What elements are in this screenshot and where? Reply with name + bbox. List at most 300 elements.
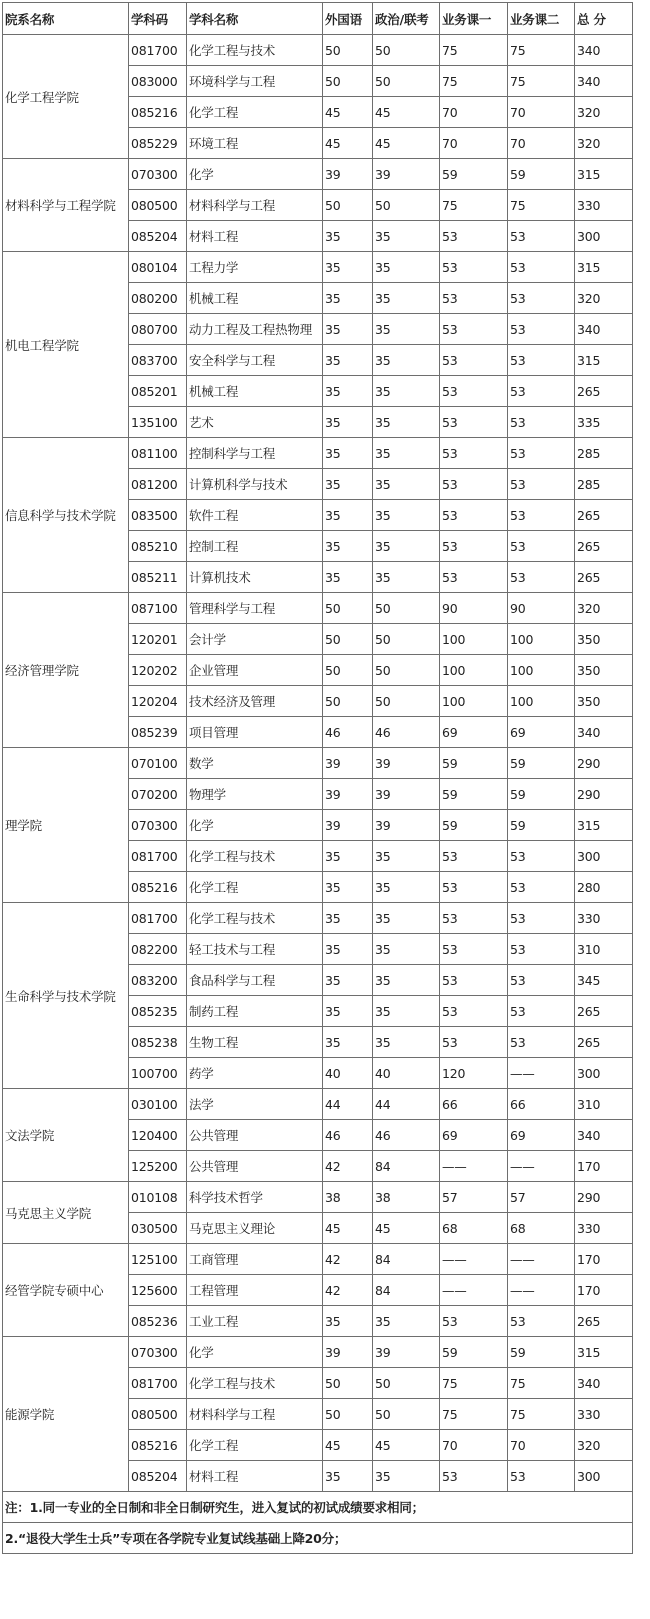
subject-name-cell: 机械工程 — [187, 283, 323, 314]
total-score-cell: 340 — [575, 66, 633, 97]
course-two-cell: 53 — [508, 872, 575, 903]
dept-name-cell: 机电工程学院 — [3, 252, 129, 438]
course-two-cell: 57 — [508, 1182, 575, 1213]
subject-name-cell: 药学 — [187, 1058, 323, 1089]
politics-cell: 35 — [373, 841, 440, 872]
politics-cell: 50 — [373, 1368, 440, 1399]
total-score-cell: 170 — [575, 1244, 633, 1275]
subject-code-cell: 087100 — [129, 593, 187, 624]
course-one-cell: 57 — [440, 1182, 508, 1213]
total-score-cell: 300 — [575, 1461, 633, 1492]
course-one-cell: 66 — [440, 1089, 508, 1120]
total-score-cell: 350 — [575, 624, 633, 655]
dept-name-cell: 信息科学与技术学院 — [3, 438, 129, 593]
total-score-cell: 280 — [575, 872, 633, 903]
dept-name-header: 院系名称 — [3, 3, 129, 35]
politics-cell: 35 — [373, 562, 440, 593]
politics-cell: 35 — [373, 221, 440, 252]
subject-name-cell: 化学工程 — [187, 1430, 323, 1461]
politics-cell: 35 — [373, 376, 440, 407]
foreign-language-cell: 39 — [323, 810, 373, 841]
dept-name-cell: 材料科学与工程学院 — [3, 159, 129, 252]
politics-cell: 50 — [373, 593, 440, 624]
subject-code-cell: 120400 — [129, 1120, 187, 1151]
total-score-cell: 265 — [575, 376, 633, 407]
subject-code-cell: 010108 — [129, 1182, 187, 1213]
subject-code-cell: 080500 — [129, 1399, 187, 1430]
table-row — [3, 1337, 633, 1368]
course-two-cell: 100 — [508, 686, 575, 717]
course-two-cell: 53 — [508, 407, 575, 438]
total-score-cell: 340 — [575, 1368, 633, 1399]
politics-cell: 50 — [373, 686, 440, 717]
course-one-cell: 59 — [440, 159, 508, 190]
course-one-cell: 53 — [440, 469, 508, 500]
subject-name-cell: 软件工程 — [187, 500, 323, 531]
footnote-text: 注：1.同一专业的全日制和非全日制研究生，进入复试的初试成绩要求相同； — [3, 1492, 633, 1523]
politics-cell: 39 — [373, 810, 440, 841]
subject-code-cell: 082200 — [129, 934, 187, 965]
note-row — [3, 1523, 633, 1554]
course-two-cell: 53 — [508, 283, 575, 314]
politics-cell: 50 — [373, 66, 440, 97]
politics-cell: 35 — [373, 500, 440, 531]
total-score-cell: 320 — [575, 593, 633, 624]
politics-cell: 50 — [373, 190, 440, 221]
subject-code-cell: 070100 — [129, 748, 187, 779]
subject-name-cell: 马克思主义理论 — [187, 1213, 323, 1244]
course-two-cell: 53 — [508, 531, 575, 562]
footnote-text: 2.“退役大学生士兵”专项在各学院专业复试线基础上降20分； — [3, 1523, 633, 1554]
course-one-cell: 90 — [440, 593, 508, 624]
subject-name-cell: 食品科学与工程 — [187, 965, 323, 996]
foreign-language-cell: 50 — [323, 593, 373, 624]
course-two-cell: 53 — [508, 1461, 575, 1492]
total-score-cell: 265 — [575, 1306, 633, 1337]
subject-name-cell: 工业工程 — [187, 1306, 323, 1337]
subject-name-cell: 数学 — [187, 748, 323, 779]
subject-name-cell: 化学 — [187, 1337, 323, 1368]
dept-name-cell: 文法学院 — [3, 1089, 129, 1182]
course-one-cell: 75 — [440, 1399, 508, 1430]
total-score-cell: 330 — [575, 903, 633, 934]
course-one-cell: 53 — [440, 252, 508, 283]
course-one-cell: 75 — [440, 66, 508, 97]
subject-code-cell: 085229 — [129, 128, 187, 159]
politics-cell: 35 — [373, 252, 440, 283]
dept-name-cell: 马克思主义学院 — [3, 1182, 129, 1244]
politics-cell: 35 — [373, 283, 440, 314]
course-one-cell: 100 — [440, 686, 508, 717]
course-one-cell: 53 — [440, 1027, 508, 1058]
subject-name-cell: 化学工程 — [187, 97, 323, 128]
course-two-cell: 75 — [508, 1368, 575, 1399]
course-two-cell: 100 — [508, 655, 575, 686]
course-one-cell: 69 — [440, 1120, 508, 1151]
subject-name-cell: 计算机科学与技术 — [187, 469, 323, 500]
subject-name-cell: 安全科学与工程 — [187, 345, 323, 376]
foreign-language-cell: 42 — [323, 1244, 373, 1275]
course-two-cell: 90 — [508, 593, 575, 624]
subject-code-cell: 085235 — [129, 996, 187, 1027]
total-score-cell: 310 — [575, 934, 633, 965]
foreign-language-cell: 45 — [323, 1430, 373, 1461]
total-score-cell: 320 — [575, 283, 633, 314]
subject-code-cell: 085211 — [129, 562, 187, 593]
total-score-cell: 265 — [575, 996, 633, 1027]
course-two-cell: 53 — [508, 996, 575, 1027]
course-one-cell: 75 — [440, 35, 508, 66]
foreign-language-cell: 35 — [323, 903, 373, 934]
foreign-language-cell: 45 — [323, 97, 373, 128]
total-score-cell: 335 — [575, 407, 633, 438]
politics-cell: 45 — [373, 1430, 440, 1461]
politics-cell: 35 — [373, 1306, 440, 1337]
politics-cell: 35 — [373, 872, 440, 903]
dept-name-cell: 经济管理学院 — [3, 593, 129, 748]
course-one-cell: 53 — [440, 934, 508, 965]
total-score-cell: 310 — [575, 1089, 633, 1120]
total-score-cell: 265 — [575, 1027, 633, 1058]
politics-cell: 84 — [373, 1244, 440, 1275]
politics-cell: 84 — [373, 1275, 440, 1306]
course-two-cell: 53 — [508, 903, 575, 934]
total-score-cell: 315 — [575, 810, 633, 841]
course-two-cell: —— — [508, 1058, 575, 1089]
course-two-cell: 75 — [508, 1399, 575, 1430]
foreign-language-cell: 35 — [323, 531, 373, 562]
subject-name-cell: 会计学 — [187, 624, 323, 655]
subject-name-cell: 材料科学与工程 — [187, 190, 323, 221]
politics-cell: 50 — [373, 655, 440, 686]
total-score-cell: 340 — [575, 1120, 633, 1151]
subject-code-cell: 085236 — [129, 1306, 187, 1337]
subject-name-cell: 工程管理 — [187, 1275, 323, 1306]
foreign-language-cell: 39 — [323, 159, 373, 190]
foreign-language-cell: 35 — [323, 965, 373, 996]
total-score-cell: 315 — [575, 159, 633, 190]
politics-cell: 45 — [373, 128, 440, 159]
politics-cell: 35 — [373, 1027, 440, 1058]
subject-name-cell: 环境科学与工程 — [187, 66, 323, 97]
subject-name-cell: 化学工程与技术 — [187, 35, 323, 66]
table-row — [3, 252, 633, 283]
course-two-cell: 70 — [508, 128, 575, 159]
subject-code-cell: 081700 — [129, 841, 187, 872]
foreign-language-cell: 40 — [323, 1058, 373, 1089]
subject-name-cell: 计算机技术 — [187, 562, 323, 593]
politics-cell: 35 — [373, 314, 440, 345]
foreign-language-cell: 35 — [323, 562, 373, 593]
foreign-language-cell: 35 — [323, 1461, 373, 1492]
politics-cell: 35 — [373, 1461, 440, 1492]
politics-cell: 35 — [373, 407, 440, 438]
course-two-cell: 53 — [508, 841, 575, 872]
course-one-cell: 53 — [440, 407, 508, 438]
subject-code-cell: 135100 — [129, 407, 187, 438]
subject-name-cell: 管理科学与工程 — [187, 593, 323, 624]
course-one-cell: 59 — [440, 748, 508, 779]
politics-cell: 46 — [373, 717, 440, 748]
course-two-cell: 59 — [508, 748, 575, 779]
dept-name-cell: 理学院 — [3, 748, 129, 903]
subject-name-header: 学科名称 — [187, 3, 323, 35]
subject-name-cell: 化学工程与技术 — [187, 1368, 323, 1399]
subject-code-cell: 085216 — [129, 872, 187, 903]
foreign-language-cell: 50 — [323, 66, 373, 97]
total-score-cell: 170 — [575, 1275, 633, 1306]
course-two-cell: 75 — [508, 190, 575, 221]
course-two-cell: 53 — [508, 438, 575, 469]
foreign-language-cell: 39 — [323, 779, 373, 810]
subject-code-cell: 030100 — [129, 1089, 187, 1120]
subject-name-cell: 控制工程 — [187, 531, 323, 562]
politics-cell: 39 — [373, 1337, 440, 1368]
subject-code-cell: 081100 — [129, 438, 187, 469]
total-score-cell: 345 — [575, 965, 633, 996]
subject-name-cell: 艺术 — [187, 407, 323, 438]
subject-name-cell: 企业管理 — [187, 655, 323, 686]
course-two-cell: 53 — [508, 965, 575, 996]
course-two-cell: 59 — [508, 159, 575, 190]
subject-code-cell: 070300 — [129, 810, 187, 841]
foreign-language-header: 外国语 — [323, 3, 373, 35]
foreign-language-cell: 42 — [323, 1151, 373, 1182]
subject-code-cell: 085238 — [129, 1027, 187, 1058]
subject-name-cell: 工商管理 — [187, 1244, 323, 1275]
course-two-cell: 75 — [508, 35, 575, 66]
course-two-cell: 59 — [508, 1337, 575, 1368]
subject-code-cell: 080500 — [129, 190, 187, 221]
subject-code-cell: 120204 — [129, 686, 187, 717]
subject-code-cell: 085216 — [129, 97, 187, 128]
foreign-language-cell: 35 — [323, 469, 373, 500]
course-one-cell: 68 — [440, 1213, 508, 1244]
foreign-language-cell: 35 — [323, 872, 373, 903]
foreign-language-cell: 50 — [323, 1399, 373, 1430]
course-one-cell: 53 — [440, 500, 508, 531]
subject-name-cell: 化学工程与技术 — [187, 841, 323, 872]
course-one-cell: 59 — [440, 779, 508, 810]
course-one-cell: 70 — [440, 97, 508, 128]
dept-name-cell: 化学工程学院 — [3, 35, 129, 159]
foreign-language-cell: 50 — [323, 190, 373, 221]
foreign-language-cell: 46 — [323, 717, 373, 748]
foreign-language-cell: 45 — [323, 1213, 373, 1244]
course-two-cell: 59 — [508, 779, 575, 810]
course-two-cell: 69 — [508, 717, 575, 748]
politics-cell: 84 — [373, 1151, 440, 1182]
course-two-cell: 59 — [508, 810, 575, 841]
foreign-language-cell: 39 — [323, 748, 373, 779]
subject-code-cell: 070200 — [129, 779, 187, 810]
foreign-language-cell: 44 — [323, 1089, 373, 1120]
course-one-cell: 100 — [440, 655, 508, 686]
politics-cell: 35 — [373, 438, 440, 469]
subject-code-cell: 080200 — [129, 283, 187, 314]
course-two-cell: 53 — [508, 562, 575, 593]
total-score-cell: 300 — [575, 1058, 633, 1089]
subject-code-cell: 083500 — [129, 500, 187, 531]
subject-name-cell: 控制科学与工程 — [187, 438, 323, 469]
course-one-cell: 59 — [440, 810, 508, 841]
course-one-cell: 75 — [440, 1368, 508, 1399]
subject-name-cell: 项目管理 — [187, 717, 323, 748]
subject-name-cell: 公共管理 — [187, 1120, 323, 1151]
subject-code-cell: 125100 — [129, 1244, 187, 1275]
subject-code-cell: 083000 — [129, 66, 187, 97]
course-two-cell: 53 — [508, 314, 575, 345]
course-two-cell: 70 — [508, 1430, 575, 1461]
course-one-cell: 53 — [440, 1461, 508, 1492]
table-row — [3, 35, 633, 66]
foreign-language-cell: 35 — [323, 407, 373, 438]
course-one-cell: 53 — [440, 221, 508, 252]
subject-name-cell: 技术经济及管理 — [187, 686, 323, 717]
subject-name-cell: 制药工程 — [187, 996, 323, 1027]
course-two-cell: 53 — [508, 500, 575, 531]
subject-name-cell: 轻工技术与工程 — [187, 934, 323, 965]
subject-code-cell: 100700 — [129, 1058, 187, 1089]
foreign-language-cell: 35 — [323, 283, 373, 314]
course-one-cell: 53 — [440, 531, 508, 562]
course-two-cell: 68 — [508, 1213, 575, 1244]
course-two-cell: 75 — [508, 66, 575, 97]
subject-code-cell: 030500 — [129, 1213, 187, 1244]
foreign-language-cell: 35 — [323, 376, 373, 407]
course-two-header: 业务课二 — [508, 3, 575, 35]
course-one-cell: 69 — [440, 717, 508, 748]
subject-code-cell: 085204 — [129, 221, 187, 252]
subject-code-cell: 085216 — [129, 1430, 187, 1461]
course-two-cell: 70 — [508, 97, 575, 128]
subject-name-cell: 机械工程 — [187, 376, 323, 407]
total-score-cell: 330 — [575, 1213, 633, 1244]
course-one-cell: 53 — [440, 314, 508, 345]
subject-code-cell: 081700 — [129, 35, 187, 66]
total-score-header: 总 分 — [575, 3, 633, 35]
politics-cell: 50 — [373, 1399, 440, 1430]
politics-cell: 45 — [373, 97, 440, 128]
subject-code-cell: 081200 — [129, 469, 187, 500]
politics-cell: 40 — [373, 1058, 440, 1089]
politics-cell: 39 — [373, 159, 440, 190]
total-score-cell: 340 — [575, 717, 633, 748]
course-two-cell: —— — [508, 1244, 575, 1275]
course-two-cell: 53 — [508, 469, 575, 500]
subject-name-cell: 化学 — [187, 810, 323, 841]
course-one-cell: —— — [440, 1275, 508, 1306]
course-one-cell: 53 — [440, 996, 508, 1027]
subject-name-cell: 法学 — [187, 1089, 323, 1120]
course-two-cell: 53 — [508, 934, 575, 965]
foreign-language-cell: 35 — [323, 252, 373, 283]
course-one-cell: 100 — [440, 624, 508, 655]
foreign-language-cell: 35 — [323, 934, 373, 965]
foreign-language-cell: 50 — [323, 624, 373, 655]
politics-cell: 44 — [373, 1089, 440, 1120]
total-score-cell: 320 — [575, 1430, 633, 1461]
subject-name-cell: 动力工程及工程热物理 — [187, 314, 323, 345]
total-score-cell: 170 — [575, 1151, 633, 1182]
politics-cell: 38 — [373, 1182, 440, 1213]
subject-name-cell: 生物工程 — [187, 1027, 323, 1058]
foreign-language-cell: 45 — [323, 128, 373, 159]
subject-name-cell: 工程力学 — [187, 252, 323, 283]
table-row — [3, 748, 633, 779]
subject-code-cell: 120201 — [129, 624, 187, 655]
foreign-language-cell: 35 — [323, 314, 373, 345]
total-score-cell: 340 — [575, 35, 633, 66]
table-row — [3, 1089, 633, 1120]
table-row — [3, 438, 633, 469]
foreign-language-cell: 50 — [323, 35, 373, 66]
politics-cell: 35 — [373, 345, 440, 376]
total-score-cell: 290 — [575, 748, 633, 779]
total-score-cell: 285 — [575, 469, 633, 500]
dept-name-cell: 能源学院 — [3, 1337, 129, 1492]
dept-name-cell: 经管学院专硕中心 — [3, 1244, 129, 1337]
subject-code-cell: 085201 — [129, 376, 187, 407]
table-row — [3, 593, 633, 624]
subject-code-cell: 085210 — [129, 531, 187, 562]
foreign-language-cell: 50 — [323, 686, 373, 717]
subject-name-cell: 科学技术哲学 — [187, 1182, 323, 1213]
course-one-cell: 53 — [440, 872, 508, 903]
course-one-cell: 53 — [440, 903, 508, 934]
subject-code-cell: 125600 — [129, 1275, 187, 1306]
course-one-cell: 53 — [440, 841, 508, 872]
subject-code-cell: 125200 — [129, 1151, 187, 1182]
politics-cell: 50 — [373, 624, 440, 655]
course-one-cell: 120 — [440, 1058, 508, 1089]
total-score-cell: 320 — [575, 128, 633, 159]
total-score-cell: 265 — [575, 531, 633, 562]
foreign-language-cell: 50 — [323, 1368, 373, 1399]
course-one-cell: —— — [440, 1151, 508, 1182]
subject-name-cell: 物理学 — [187, 779, 323, 810]
total-score-cell: 300 — [575, 841, 633, 872]
total-score-cell: 350 — [575, 686, 633, 717]
subject-code-cell: 083700 — [129, 345, 187, 376]
subject-code-cell: 080700 — [129, 314, 187, 345]
course-one-cell: 53 — [440, 345, 508, 376]
course-one-cell: 75 — [440, 190, 508, 221]
total-score-cell: 290 — [575, 779, 633, 810]
subject-code-cell: 070300 — [129, 1337, 187, 1368]
politics-cell: 39 — [373, 748, 440, 779]
dept-name-cell: 生命科学与技术学院 — [3, 903, 129, 1089]
politics-cell: 35 — [373, 903, 440, 934]
course-two-cell: 53 — [508, 1027, 575, 1058]
politics-cell: 35 — [373, 996, 440, 1027]
subject-code-cell: 083200 — [129, 965, 187, 996]
subject-name-cell: 化学 — [187, 159, 323, 190]
total-score-cell: 320 — [575, 97, 633, 128]
foreign-language-cell: 42 — [323, 1275, 373, 1306]
subject-name-cell: 材料科学与工程 — [187, 1399, 323, 1430]
total-score-cell: 340 — [575, 314, 633, 345]
foreign-language-cell: 38 — [323, 1182, 373, 1213]
subject-name-cell: 化学工程与技术 — [187, 903, 323, 934]
table-row — [3, 159, 633, 190]
foreign-language-cell: 35 — [323, 221, 373, 252]
course-two-cell: 100 — [508, 624, 575, 655]
politics-header: 政治/联考 — [373, 3, 440, 35]
foreign-language-cell: 35 — [323, 500, 373, 531]
course-two-cell: 66 — [508, 1089, 575, 1120]
subject-name-cell: 环境工程 — [187, 128, 323, 159]
